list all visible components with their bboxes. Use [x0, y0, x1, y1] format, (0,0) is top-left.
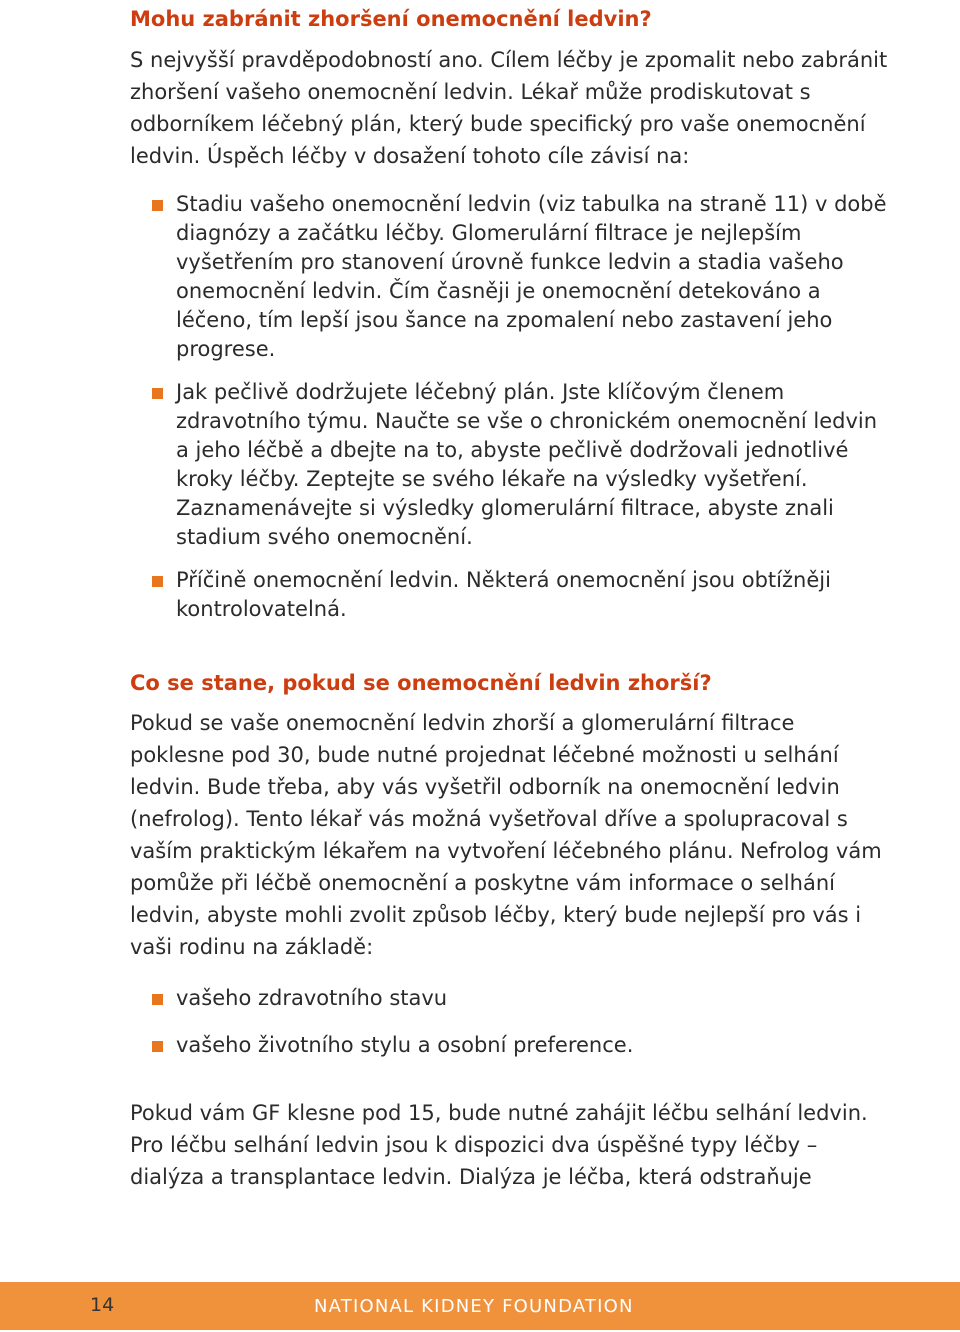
section-heading-prevention: Mohu zabránit zhoršení onemocnění ledvin? [130, 7, 652, 31]
square-bullet-icon [152, 994, 163, 1005]
square-bullet-icon [152, 576, 163, 587]
basis-list [130, 984, 633, 1078]
success-factors-list [130, 190, 890, 638]
list-item [130, 378, 890, 552]
list-item [130, 984, 633, 1013]
list-item-text: Příčině onemocnění ledvin. Některá onemocnění jsou obtížněji kontrolovatelná. [176, 568, 831, 621]
square-bullet-icon [152, 200, 163, 211]
square-bullet-icon [152, 1041, 163, 1052]
section-heading-worsening: Co se stane, pokud se onemocnění ledvin zhorší? [130, 671, 712, 695]
page-number: 14 [90, 1294, 115, 1316]
treatment-paragraph: Pokud vám GF klesne pod 15, bude nutné zahájit léčbu selhání ledvin. Pro léčbu selhání ledvin jsou k dispozici dva úspěšné typy léčby – dialýza a transplantace ledvin. Dialýza je léčba, která odstraňuje [130, 1101, 868, 1189]
list-item [130, 190, 890, 364]
square-bullet-icon [152, 388, 163, 399]
intro-paragraph: S nejvyšší pravděpodobností ano. Cílem léčby je zpomalit nebo zabránit zhoršení vašeho onemocnění ledvin. Lékař může prodiskutovat s odborníkem léčebný plán, který bude specifický pro vaše onemocnění ledvin. Úspěch léčby v dosažení tohoto cíle závisí na: [130, 48, 888, 168]
worsening-paragraph: Pokud se vaše onemocnění ledvin zhorší a glomerulární filtrace poklesne pod 30, bude nutné projednat léčebné možnosti u selhání ledvin. Bude třeba, aby vás vyšetřil odborník na onemocnění ledvin (nefrolog). Tento lékař vás možná vyšetřoval dříve a spolupracoval s vaším praktickým lékařem na vytvoření léčebného plánu. Nefrolog vám pomůže při léčbě onemocnění a poskytne vám informace o selhání ledvin, abyste mohli zvolit způsob léčby, který bude nejlepší pro vás i vaši rodinu na základě: [130, 711, 882, 959]
list-item-text: Stadiu vašeho onemocnění ledvin (viz tabulka na straně 11) v době diagnózy a začátku léčby. Glomerulární filtrace je nejlepším vyšetřením pro stanovení úrovně funkce ledvin a stadia vašeho onemocnění ledvin. Čím časněji je onemocnění detekováno a léčeno, tím lepší jsou šance na zpomalení nebo zastavení jeho progrese. [176, 192, 887, 361]
organization-name: NATIONAL KIDNEY FOUNDATION [314, 1296, 634, 1317]
footer-band [0, 1282, 960, 1330]
list-item-text: vašeho životního stylu a osobní preference. [176, 1033, 634, 1057]
list-item-text: Jak pečlivě dodržujete léčebný plán. Jste klíčovým členem zdravotního týmu. Naučte se vše o chronickém onemocnění ledvin a jeho léčbě a dbejte na to, abyste pečlivě dodržovali jednotlivé kroky léčby. Zeptejte se svého lékaře na výsledky vyšetření. Zaznamenávejte si výsledky glomerulární filtrace, abyste znali stadium svého onemocnění. [176, 380, 878, 549]
list-item [130, 1031, 633, 1060]
list-item [130, 566, 890, 624]
list-item-text: vašeho zdravotního stavu [176, 986, 448, 1010]
